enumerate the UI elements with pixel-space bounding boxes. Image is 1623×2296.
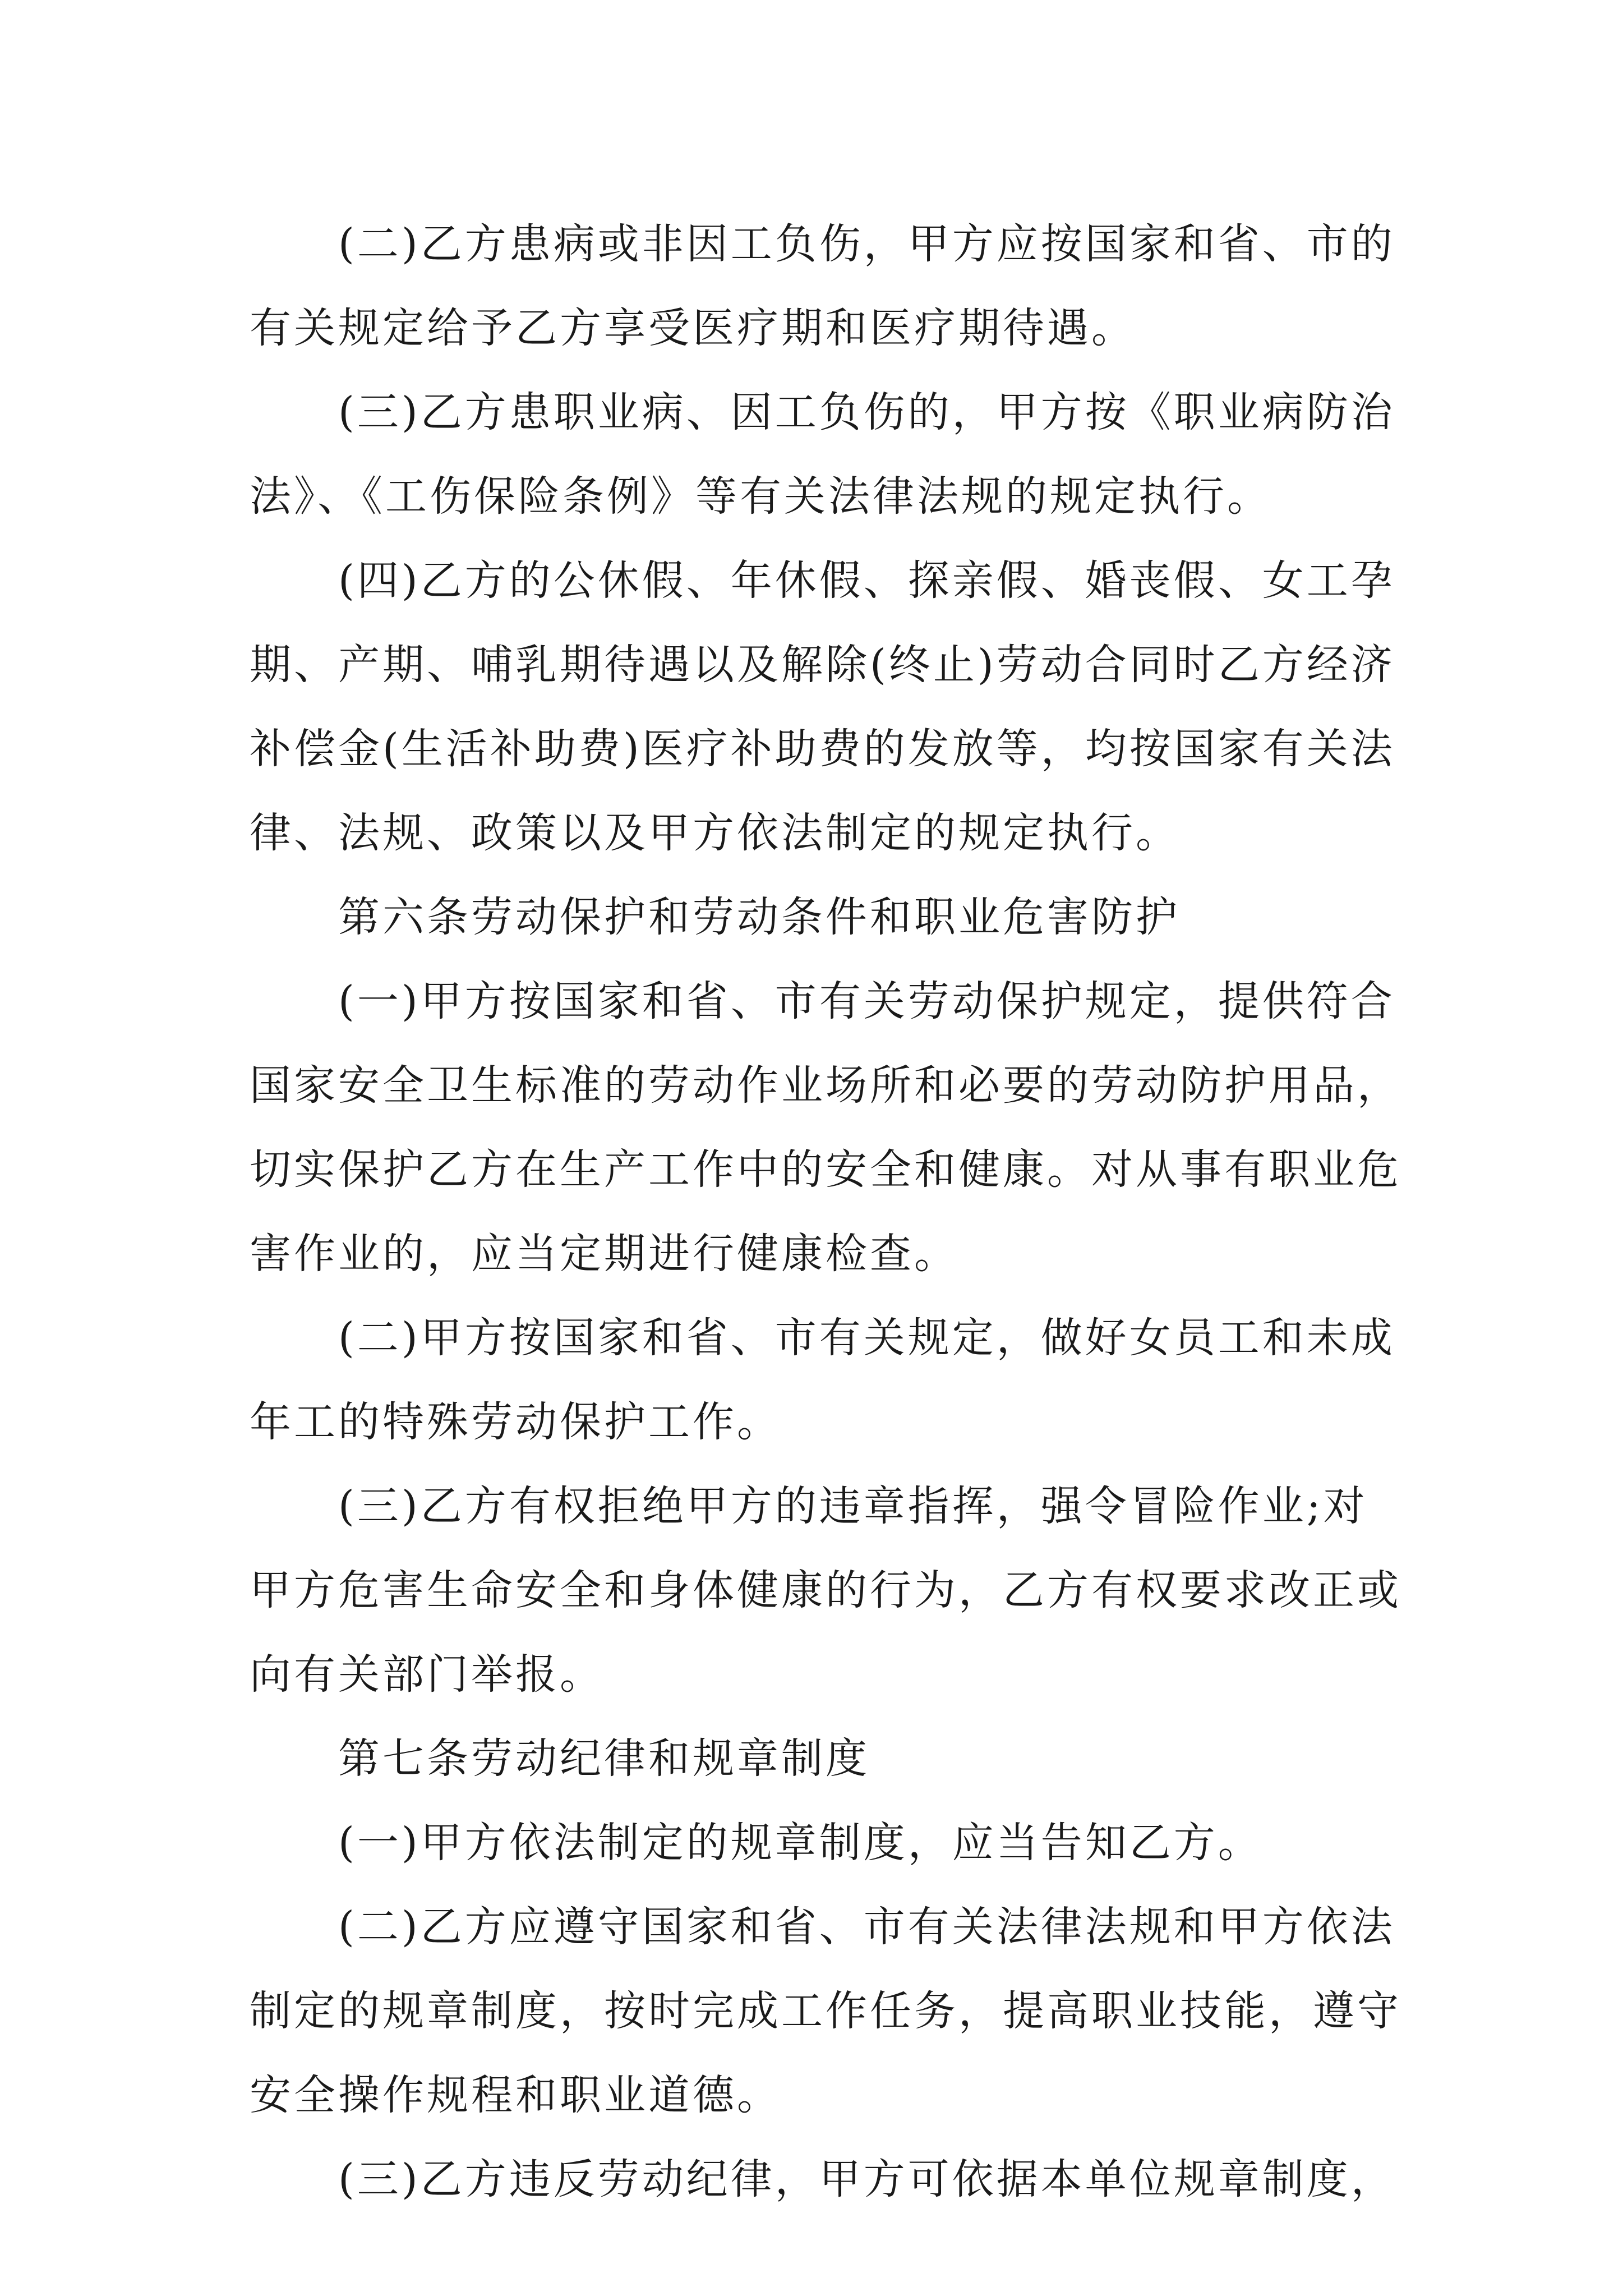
text-line: (三)乙方有权拒绝甲方的违章指挥，强令冒险作业;对	[338, 1482, 1368, 1530]
text-line: 国家安全卫生标准的劳动作业场所和必要的劳动防护用品，	[250, 1061, 1401, 1110]
section-heading: 第六条劳动保护和劳动条件和职业危害防护	[338, 893, 1180, 941]
text-line: 向有关部门举报。	[250, 1650, 604, 1699]
text-line: (二)甲方按国家和省、市有关规定，做好女员工和未成	[338, 1314, 1395, 1362]
text-line: 安全操作规程和职业道德。	[250, 2071, 781, 2119]
text-line: 切实保护乙方在生产工作中的安全和健康。对从事有职业危	[250, 1145, 1401, 1194]
text-line: (三)乙方患职业病、因工负伤的，甲方按《职业病防治	[338, 388, 1395, 436]
text-line: 律、法规、政策以及甲方依法制定的规定执行。	[250, 809, 1180, 857]
text-line: (二)乙方应遵守国家和省、市有关法律法规和甲方依法	[338, 1903, 1395, 1951]
text-line: 甲方危害生命安全和身体健康的行为，乙方有权要求改正或	[250, 1566, 1401, 1614]
text-line: (一)甲方依法制定的规章制度，应当告知乙方。	[338, 1819, 1262, 1867]
text-line: (二)乙方患病或非因工负伤，甲方应按国家和省、市的	[338, 220, 1395, 268]
text-line: 期、产期、哺乳期待遇以及解除(终止)劳动合同时乙方经济	[250, 641, 1395, 689]
text-line: (四)乙方的公休假、年休假、探亲假、婚丧假、女工孕	[338, 556, 1395, 605]
text-line: 有关规定给予乙方享受医疗期和医疗期待遇。	[250, 304, 1136, 352]
text-line: 法》、《工伤保险条例》等有关法律法规的规定执行。	[250, 472, 1271, 521]
text-line: 年工的特殊劳动保护工作。	[250, 1398, 781, 1446]
document-body	[250, 202, 1401, 2221]
text-line: (一)甲方按国家和省、市有关劳动保护规定，提供符合	[338, 977, 1395, 1025]
text-line: (三)乙方违反劳动纪律，甲方可依据本单位规章制度，	[338, 2155, 1395, 2203]
text-line: 补偿金(生活补助费)医疗补助费的发放等，均按国家有关法	[250, 725, 1395, 773]
section-heading: 第七条劳动纪律和规章制度	[338, 1734, 870, 1783]
text-line: 害作业的，应当定期进行健康检查。	[250, 1230, 958, 1278]
text-line: 制定的规章制度，按时完成工作任务，提高职业技能，遵守	[250, 1987, 1401, 2035]
